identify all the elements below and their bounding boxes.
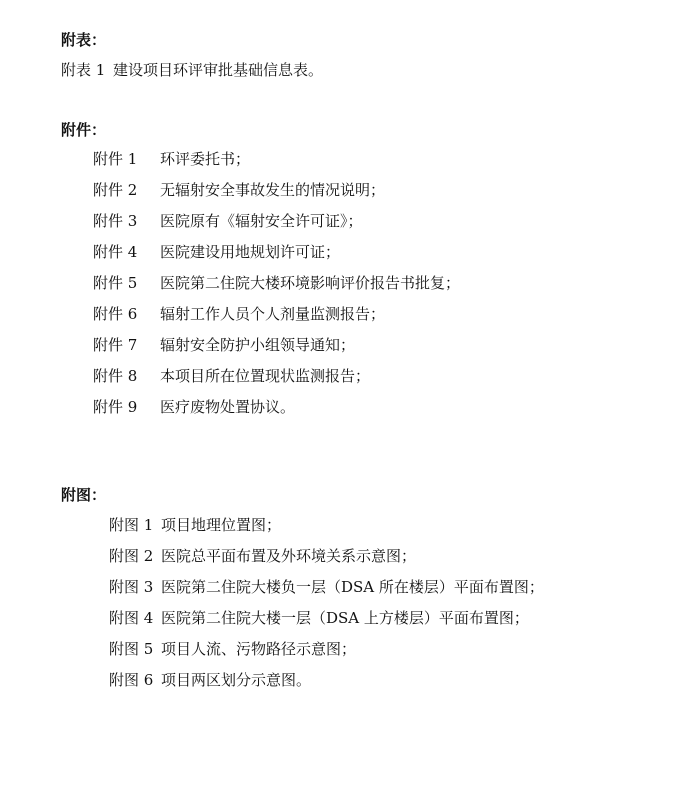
figure-text: 医院第二住院大楼一层（DSA 上方楼层）平面布置图； <box>161 609 529 627</box>
attachment-item <box>93 335 355 355</box>
attachment-text: 本项目所在位置现状监测报告； <box>160 367 371 385</box>
figure-label: 附图 6 <box>109 671 154 689</box>
attachment-text: 辐射工作人员个人剂量监测报告； <box>160 305 386 323</box>
attachment-item <box>93 273 460 293</box>
attachment-label: 附件 8 <box>93 367 138 385</box>
figure-text: 医院第二住院大楼负一层（DSA 所在楼层）平面布置图； <box>161 578 544 596</box>
attachment-label: 附件 1 <box>93 150 138 168</box>
attachment-label: 附件 6 <box>93 305 138 323</box>
attachment-item <box>93 366 370 386</box>
attachment-text: 辐射安全防护小组领导通知； <box>160 336 356 354</box>
attachment-text: 医疗废物处置协议。 <box>160 398 296 416</box>
attachment-text: 无辐射安全事故发生的情况说明； <box>160 181 386 199</box>
attachment-item <box>93 397 295 417</box>
attachment-label: 附件 5 <box>93 274 138 292</box>
figure-text: 项目两区划分示意图。 <box>161 671 312 689</box>
figure-item <box>109 670 311 690</box>
attachment-item <box>93 149 250 169</box>
table-item <box>61 60 323 80</box>
attachment-text: 医院建设用地规划许可证； <box>160 243 341 261</box>
attachment-item <box>93 211 363 231</box>
attachment-item <box>93 180 385 200</box>
table-item-text: 建设项目环评审批基础信息表。 <box>113 61 324 79</box>
tables-heading: 附表： <box>61 31 107 49</box>
figure-text: 医院总平面布置及外环境关系示意图； <box>161 547 417 565</box>
attachment-item <box>93 304 385 324</box>
figure-label: 附图 2 <box>109 547 154 565</box>
attachment-item <box>93 242 340 262</box>
figure-item <box>109 546 416 566</box>
figure-item <box>109 577 544 597</box>
figure-label: 附图 4 <box>109 609 154 627</box>
figure-text: 项目地理位置图； <box>161 516 282 534</box>
attachment-text: 医院原有《辐射安全许可证》； <box>160 212 363 230</box>
figure-label: 附图 1 <box>109 516 154 534</box>
attachment-text: 医院第二住院大楼环境影响评价报告书批复； <box>160 274 461 292</box>
attachment-label: 附件 9 <box>93 398 138 416</box>
table-item-label: 附表 1 <box>61 61 106 79</box>
attachment-label: 附件 4 <box>93 243 138 261</box>
figure-item <box>109 515 281 535</box>
figure-label: 附图 5 <box>109 640 154 658</box>
attachment-text: 环评委托书； <box>160 150 251 168</box>
figure-item <box>109 639 356 659</box>
attachment-label: 附件 3 <box>93 212 138 230</box>
attachment-label: 附件 7 <box>93 336 138 354</box>
attachments-heading: 附件： <box>61 121 107 139</box>
attachment-label: 附件 2 <box>93 181 138 199</box>
figures-heading: 附图： <box>61 486 107 504</box>
figure-label: 附图 3 <box>109 578 154 596</box>
figure-text: 项目人流、污物路径示意图； <box>161 640 357 658</box>
figure-item <box>109 608 529 628</box>
